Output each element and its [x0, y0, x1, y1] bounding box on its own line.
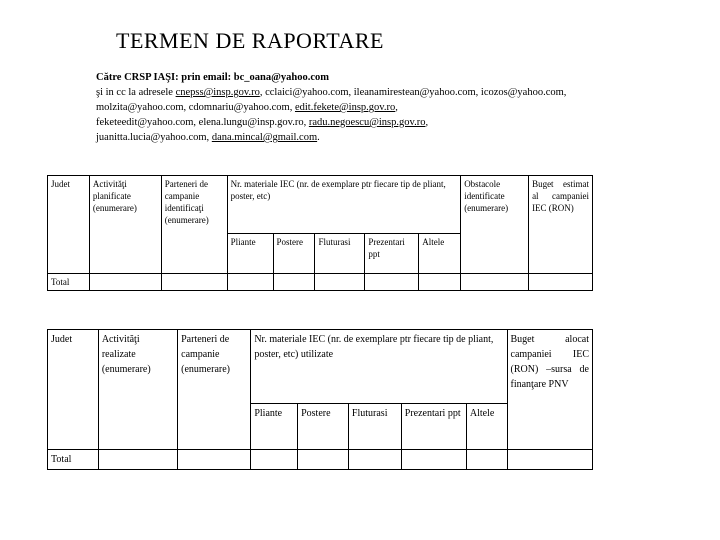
table-cell[interactable] [273, 274, 315, 291]
table-cell[interactable] [466, 450, 507, 470]
header-materiale: Nr. materiale IEC (nr. de exemplare ptr fiecare tip de pliant, poster, etc) [227, 176, 461, 234]
address-cc-prefix: şi in cc la adresele [96, 87, 173, 98]
address-block [96, 70, 696, 145]
table-cell[interactable] [178, 450, 251, 470]
planning-table [47, 175, 593, 291]
subheader-prezentari: Prezentari ppt [401, 404, 466, 450]
address-cc-emails-3: feketeedit@yahoo.com, elena.lungu@insp.gov.ro, [96, 117, 307, 128]
punctuation: , [425, 117, 429, 128]
total-label: Total [48, 450, 99, 470]
subheader-altele: Altele [466, 404, 507, 450]
total-label: Total [48, 274, 90, 291]
header-activitati: Activităţi planificate (enumerare) [89, 176, 161, 274]
subheader-postere: Postere [298, 404, 349, 450]
page-title: TERMEN DE RAPORTARE [116, 28, 384, 53]
address-line-2 [96, 85, 696, 100]
table-cell[interactable] [251, 450, 298, 470]
header-buget: Buget alocat campaniei IEC (RON) –sursa de finanţare PNV [507, 330, 593, 450]
table-cell[interactable] [401, 450, 466, 470]
table-cell[interactable] [419, 274, 461, 291]
address-line-5 [96, 130, 696, 145]
email-link-radu-negoescu[interactable]: radu.negoescu@insp.gov.ro [308, 117, 426, 128]
email-link-dana-mincal[interactable]: dana.mincal@gmail.com [211, 132, 318, 143]
table-cell[interactable] [89, 274, 161, 291]
email-link-edit-fekete[interactable]: edit.fekete@insp.gov.ro [294, 102, 396, 113]
header-activitati: Activităţi realizate (enumerare) [98, 330, 177, 450]
subheader-prezentari: Prezentari ppt [365, 234, 419, 274]
email-lead[interactable]: bc_oana@yahoo.com [233, 72, 329, 83]
table-cell[interactable] [461, 274, 529, 291]
table-cell[interactable] [98, 450, 177, 470]
subheader-fluturasi: Fluturasi [348, 404, 401, 450]
address-cc-emails-4: juanitta.lucia@yahoo.com, [96, 132, 210, 143]
header-judet: Judet [48, 330, 99, 450]
address-cc-emails-1: , cclaici@yahoo.com, ileanamirestean@yahoo.com, icozos@yahoo.com, [259, 87, 567, 98]
table-cell[interactable] [227, 274, 273, 291]
table-cell[interactable] [365, 274, 419, 291]
punctuation: . [317, 132, 320, 143]
address-line-4 [96, 115, 696, 130]
header-judet: Judet [48, 176, 90, 274]
subheader-fluturasi: Fluturasi [315, 234, 365, 274]
subheader-postere: Postere [273, 234, 315, 274]
header-buget: Buget estimat al campaniei IEC (RON) [529, 176, 593, 274]
punctuation: , [395, 102, 398, 113]
table-cell[interactable] [529, 274, 593, 291]
table-cell[interactable] [315, 274, 365, 291]
subheader-pliante: Pliante [251, 404, 298, 450]
address-line-1 [96, 70, 696, 85]
table-cell[interactable] [348, 450, 401, 470]
subheader-pliante: Pliante [227, 234, 273, 274]
address-line-3 [96, 100, 696, 115]
address-cc-emails-2: molzita@yahoo.com, cdomnariu@yahoo.com, [96, 102, 293, 113]
header-parteneri: Parteneri de campanie identificaţi (enumerare) [161, 176, 227, 274]
header-materiale: Nr. materiale IEC (nr. de exemplare ptr fiecare tip de pliant, poster, etc) utilizate [251, 330, 507, 404]
header-obstacole: Obstacole identificate (enumerare) [461, 176, 529, 274]
subheader-altele: Altele [419, 234, 461, 274]
report-table [47, 329, 593, 470]
table-cell[interactable] [161, 274, 227, 291]
table-cell[interactable] [298, 450, 349, 470]
table-cell[interactable] [507, 450, 593, 470]
header-parteneri: Parteneri de campanie (enumerare) [178, 330, 251, 450]
address-lead: Către CRSP IAŞI: prin email: [96, 72, 232, 83]
email-link-cnepss[interactable]: cnepss@insp.gov.ro [175, 87, 260, 98]
